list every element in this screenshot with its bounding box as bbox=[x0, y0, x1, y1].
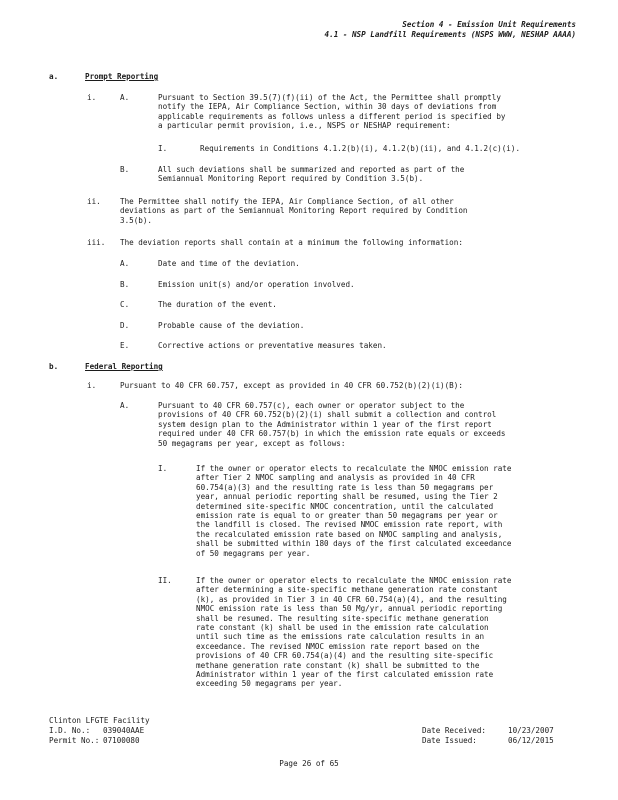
paragraph-line: system design plan to the Administrator within 1 year of the first report bbox=[158, 419, 492, 429]
paragraph-line: the landfill is closed. The revised NMOC emission rate report, with bbox=[196, 520, 503, 530]
a-iii-item-text: Probable cause of the deviation. bbox=[158, 321, 305, 330]
paragraph-line: 60.754(a)(3) and the resulting rate is less than 50 megagrams per bbox=[196, 482, 494, 492]
paragraph-line: NMOC emission rate is less than 50 Mg/yr, annual periodic reporting bbox=[196, 604, 503, 614]
paragraph-line: the recalculated emission rate based on NMOC sampling and analysis, bbox=[196, 529, 503, 539]
section-b-title: Federal Reporting bbox=[85, 362, 163, 371]
a-i-A-I-marker: I. bbox=[158, 144, 168, 153]
paragraph-line: Semiannual Monitoring Report required by Condition 3.5(b). bbox=[158, 174, 424, 184]
a-i-A-paragraph bbox=[158, 93, 505, 131]
paragraph-line: notify the IEPA, Air Compliance Section, within 30 days of deviations from bbox=[158, 102, 497, 112]
a-iii-item-text: Emission unit(s) and/or operation involved. bbox=[158, 280, 355, 289]
footer-received-label: Date Received: bbox=[422, 726, 487, 735]
paragraph-line: shall be submitted within 180 days of the first calculated exceedance bbox=[196, 539, 512, 549]
a-i-B-paragraph bbox=[158, 165, 464, 184]
paragraph-line: until such time as the emissions rate calculation results in an bbox=[196, 632, 485, 642]
footer-permit-label: Permit No.: bbox=[49, 736, 100, 745]
paragraph-line: (k), as provided in Tier 3 in 40 CFR 60.754(a)(4), and the resulting bbox=[196, 594, 507, 604]
b-i-A-marker: A. bbox=[120, 401, 130, 410]
a-iii-item-text: Date and time of the deviation. bbox=[158, 259, 300, 268]
a-iii-text: The deviation reports shall contain at a minimum the following information: bbox=[120, 238, 463, 247]
a-i-A-I-text: Requirements in Conditions 4.1.2(b)(i), 4.1.2(b)(ii), and 4.1.2(c)(i). bbox=[200, 144, 521, 153]
a-ii-marker: ii. bbox=[87, 197, 101, 206]
a-iii-item-marker: B. bbox=[120, 280, 130, 289]
b-i-A-paragraph bbox=[158, 401, 505, 448]
b-i-text: Pursuant to 40 CFR 60.757, except as provided in 40 CFR 60.752(b)(2)(i)(B): bbox=[120, 381, 463, 390]
paragraph-line: emission rate is equal to or greater than 50 megagrams per year or bbox=[196, 511, 498, 521]
paragraph-line: methane generation rate constant (k) shall be submitted to the bbox=[196, 660, 480, 670]
paragraph-line: deviations as part of the Semiannual Monitoring Report required by Condition bbox=[120, 206, 468, 216]
a-iii-item-marker: D. bbox=[120, 321, 130, 330]
section-a-marker: a. bbox=[49, 72, 59, 81]
paragraph-line: shall be resumed. The resulting site-specific methane generation bbox=[196, 613, 489, 623]
footer-issued-label: Date Issued: bbox=[422, 736, 477, 745]
footer-id-value: 039040AAE bbox=[103, 726, 145, 735]
paragraph-line: a particular permit provision, i.e., NSPS or NESHAP requirement: bbox=[158, 121, 451, 131]
a-iii-marker: iii. bbox=[87, 238, 106, 247]
footer-issued-value: 06/12/2015 bbox=[508, 736, 554, 745]
a-iii-item-marker: A. bbox=[120, 259, 130, 268]
page-number: Page 26 of 65 bbox=[279, 759, 339, 768]
a-ii-paragraph bbox=[120, 197, 467, 225]
a-iii-item-marker: C. bbox=[120, 300, 130, 309]
paragraph-line: provisions of 40 CFR 60.754(a)(4) and the resulting site-specific bbox=[196, 651, 494, 661]
footer-received-value: 10/23/2007 bbox=[508, 726, 554, 735]
a-i-A-marker: A. bbox=[120, 93, 130, 102]
paragraph-line: The Permittee shall notify the IEPA, Air Compliance Section, of all other bbox=[120, 197, 454, 206]
a-i-B-marker: B. bbox=[120, 165, 130, 174]
footer-facility: Clinton LFGTE Facility bbox=[49, 716, 150, 725]
paragraph-line: 50 megagrams per year, except as follows: bbox=[158, 438, 346, 448]
footer-permit-value: 07100080 bbox=[103, 736, 140, 745]
paragraph-line: exceeding 50 megagrams per year. bbox=[196, 679, 343, 689]
paragraph-line: rate constant (k) shall be used in the emission rate calculation bbox=[196, 623, 489, 633]
a-iii-item-text: Corrective actions or preventative measures taken. bbox=[158, 341, 387, 350]
paragraph-line: year, annual periodic reporting shall be resumed, using the Tier 2 bbox=[196, 492, 498, 502]
footer-id-label: I.D. No.: bbox=[49, 726, 91, 735]
section-header-line-1: Section 4 - Emission Unit Requirements bbox=[402, 20, 576, 29]
section-header-line-2: 4.1 - NSP Landfill Requirements (NSPS WWW, NESHAP AAAA) bbox=[324, 30, 576, 39]
paragraph-line: All such deviations shall be summarized and reported as part of the bbox=[158, 165, 465, 174]
a-iii-item-text: The duration of the event. bbox=[158, 300, 277, 309]
b-i-A-I-marker: I. bbox=[158, 464, 168, 473]
paragraph-line: If the owner or operator elects to recalculate the NMOC emission rate bbox=[196, 576, 512, 585]
b-i-A-I-paragraph bbox=[196, 464, 511, 558]
paragraph-line: of 50 megagrams per year. bbox=[196, 548, 311, 558]
paragraph-line: determined site-specific NMOC concentration, until the calculated bbox=[196, 501, 494, 511]
a-i-marker: i. bbox=[87, 93, 97, 102]
section-b-marker: b. bbox=[49, 362, 59, 371]
paragraph-line: Administrator within 1 year of the first calculated emission rate bbox=[196, 670, 494, 680]
paragraph-line: 3.5(b). bbox=[120, 215, 153, 225]
b-i-marker: i. bbox=[87, 381, 97, 390]
paragraph-line: exceedance. The revised NMOC emission rate report based on the bbox=[196, 641, 480, 651]
paragraph-line: after determining a site-specific methane generation rate constant bbox=[196, 585, 498, 595]
paragraph-line: applicable requirements as follows unless a different period is specified by bbox=[158, 111, 506, 121]
b-i-A-II-marker: II. bbox=[158, 576, 172, 585]
paragraph-line: Pursuant to 40 CFR 60.757(c), each owner or operator subject to the bbox=[158, 401, 465, 410]
paragraph-line: after Tier 2 NMOC sampling and analysis as provided in 40 CFR bbox=[196, 473, 475, 483]
a-iii-item-marker: E. bbox=[120, 341, 130, 350]
section-a-title: Prompt Reporting bbox=[85, 72, 159, 81]
paragraph-line: If the owner or operator elects to recalculate the NMOC emission rate bbox=[196, 464, 512, 473]
b-i-A-II-paragraph bbox=[196, 576, 511, 689]
paragraph-line: required under 40 CFR 60.757(b) in which the emission rate equals or exceeds bbox=[158, 429, 506, 439]
paragraph-line: Pursuant to Section 39.5(7)(f)(ii) of the Act, the Permittee shall promptly bbox=[158, 93, 501, 102]
paragraph-line: provisions of 40 CFR 60.752(b)(2)(i) shall submit a collection and control bbox=[158, 410, 497, 420]
